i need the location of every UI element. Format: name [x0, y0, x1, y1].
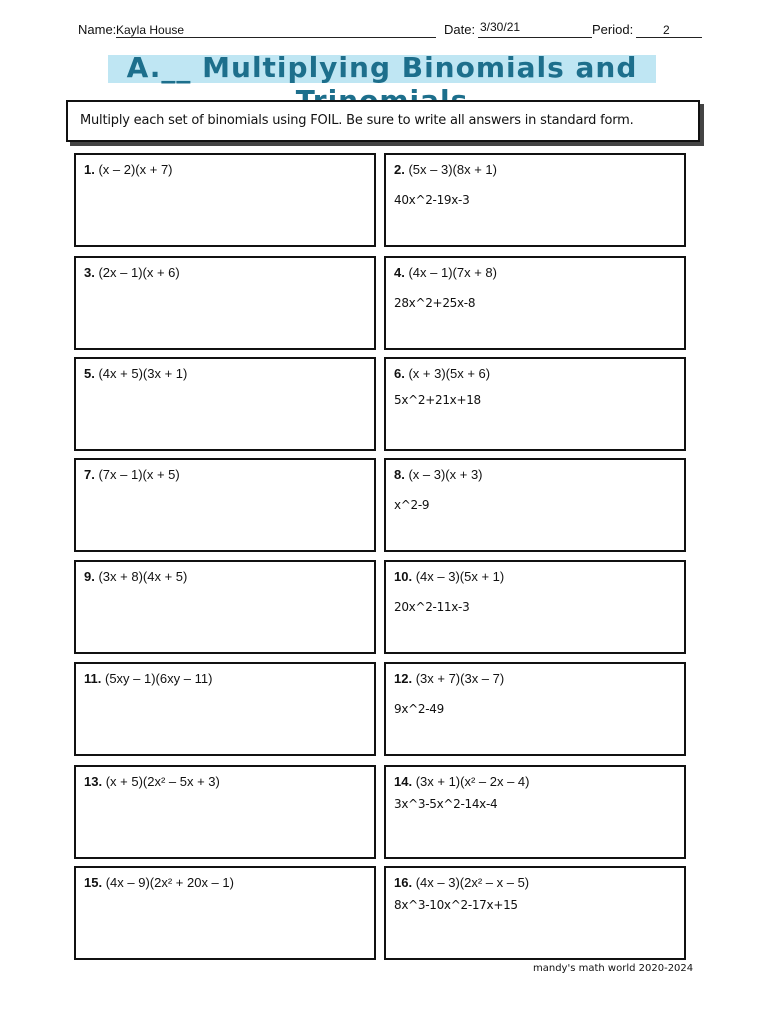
problem-number: 12.	[394, 671, 413, 686]
problem-number: 11.	[84, 671, 102, 686]
problem-box[interactable]	[384, 256, 686, 350]
problem-number: 13.	[84, 774, 103, 789]
problem-expression: (x + 3)(5x + 6)	[408, 366, 491, 381]
problem-number: 3.	[84, 265, 95, 280]
problem-question	[84, 875, 234, 890]
problem-question	[84, 569, 187, 584]
problem-number: 7.	[84, 467, 95, 482]
problem-expression: (3x + 8)(4x + 5)	[98, 569, 188, 584]
problem-answer[interactable]: 8x^3-10x^2-17x+15	[394, 898, 518, 912]
problem-box[interactable]	[74, 662, 376, 756]
problem-number: 6.	[394, 366, 405, 381]
problem-number: 2.	[394, 162, 405, 177]
period-value[interactable]: 2	[663, 23, 670, 37]
name-label: Name:	[78, 22, 117, 37]
instructions-text: Multiply each set of binomials using FOIL. Be sure to write all answers in standard form.	[80, 113, 634, 128]
page-title: A.__ Multiplying Binomials and	[126, 51, 638, 84]
problem-box[interactable]	[384, 153, 686, 247]
problem-number: 5.	[84, 366, 95, 381]
problem-answer[interactable]: 3x^3-5x^2-14x-4	[394, 797, 498, 811]
problem-answer[interactable]: 40x^2-19x-3	[394, 193, 470, 207]
problem-answer[interactable]: 5x^2+21x+18	[394, 393, 481, 407]
problem-expression: (4x – 3)(2x² – x – 5)	[415, 875, 530, 890]
footer-credit: mandy's math world 2020-2024	[533, 963, 694, 974]
problem-box[interactable]	[384, 458, 686, 552]
problem-expression: (4x + 5)(3x + 1)	[98, 366, 188, 381]
problem-question	[84, 366, 187, 381]
problem-box[interactable]	[384, 560, 686, 654]
problem-box[interactable]	[74, 765, 376, 859]
date-underline	[478, 37, 592, 38]
problem-number: 4.	[394, 265, 405, 280]
problem-expression: (x + 5)(2x² – 5x + 3)	[105, 774, 220, 789]
date-label: Date:	[444, 22, 476, 37]
problem-question	[394, 671, 504, 686]
date-value[interactable]: 3/30/21	[480, 20, 521, 34]
problem-question	[394, 774, 530, 789]
name-value[interactable]: Kayla House	[116, 23, 185, 37]
problem-question	[84, 774, 220, 789]
problem-box[interactable]	[384, 866, 686, 960]
problem-number: 9.	[84, 569, 95, 584]
problem-answer[interactable]: 20x^2-11x-3	[394, 600, 470, 614]
problem-question	[84, 162, 173, 177]
problem-expression: (3x + 1)(x² – 2x – 4)	[415, 774, 530, 789]
problem-box[interactable]	[384, 662, 686, 756]
problem-number: 14.	[394, 774, 413, 789]
problem-expression: (4x – 1)(7x + 8)	[408, 265, 497, 280]
problem-box[interactable]	[74, 866, 376, 960]
problem-number: 16.	[394, 875, 413, 890]
period-underline	[636, 37, 702, 38]
problem-number: 15.	[84, 875, 103, 890]
problem-expression: (7x – 1)(x + 5)	[98, 467, 180, 482]
problem-number: 8.	[394, 467, 405, 482]
problem-expression: (5xy – 1)(6xy – 11)	[104, 671, 213, 686]
problem-box[interactable]	[74, 256, 376, 350]
problem-expression: (3x + 7)(3x – 7)	[415, 671, 505, 686]
worksheet-header	[78, 18, 702, 40]
problem-box[interactable]	[384, 765, 686, 859]
problem-number: 1.	[84, 162, 95, 177]
problem-question	[394, 569, 504, 584]
problem-box[interactable]	[74, 357, 376, 451]
problem-answer[interactable]: 28x^2+25x-8	[394, 296, 476, 310]
problem-box[interactable]	[384, 357, 686, 451]
problem-expression: (x – 3)(x + 3)	[408, 467, 483, 482]
problem-question	[84, 467, 180, 482]
problem-box[interactable]	[74, 458, 376, 552]
problem-question	[394, 265, 497, 280]
problem-expression: (2x – 1)(x + 6)	[98, 265, 180, 280]
problem-question	[84, 671, 212, 686]
instructions-box	[66, 100, 700, 142]
problem-question	[394, 366, 490, 381]
problem-box[interactable]	[74, 153, 376, 247]
problem-question	[394, 467, 483, 482]
period-label: Period:	[592, 22, 634, 37]
problem-answer[interactable]: 9x^2-49	[394, 702, 444, 716]
problem-box[interactable]	[74, 560, 376, 654]
name-underline	[116, 37, 436, 38]
problem-expression: (4x – 3)(5x + 1)	[415, 569, 505, 584]
problem-answer[interactable]: x^2-9	[394, 498, 430, 512]
problem-expression: (x – 2)(x + 7)	[98, 162, 173, 177]
problem-question	[84, 265, 180, 280]
problem-expression: (4x – 9)(2x² + 20x – 1)	[105, 875, 234, 890]
problem-number: 10.	[394, 569, 413, 584]
problem-question	[394, 875, 529, 890]
problem-question	[394, 162, 497, 177]
problem-expression: (5x – 3)(8x + 1)	[408, 162, 497, 177]
